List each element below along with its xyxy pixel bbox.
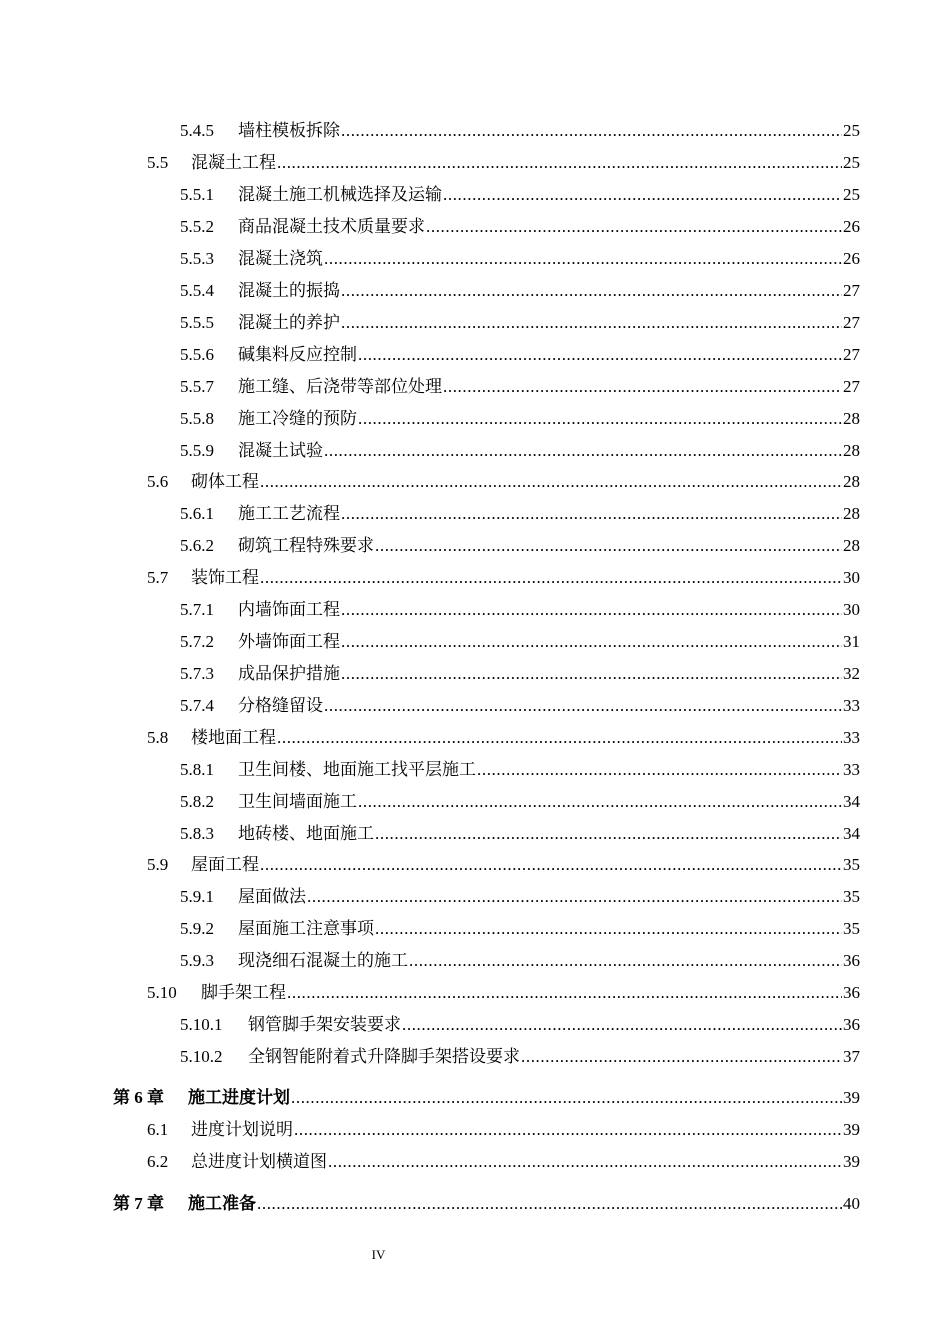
toc-entry-number: 5.9.1	[180, 887, 214, 906]
toc-entry[interactable]	[180, 311, 860, 335]
page-number-footer: IV	[371, 1247, 386, 1262]
toc-entry[interactable]	[147, 151, 860, 175]
dot-leader	[341, 279, 842, 303]
toc-entry[interactable]	[180, 694, 860, 718]
toc-entry-page: 40	[843, 1194, 860, 1213]
toc-entry-page: 36	[843, 1015, 860, 1034]
dot-leader	[277, 726, 842, 750]
dot-leader	[257, 1192, 842, 1216]
toc-entry-number: 6.2	[147, 1152, 169, 1171]
toc-entry-title: 商品混凝土技术质量要求	[238, 217, 425, 236]
toc-entry-page: 34	[843, 824, 860, 843]
toc-entry-page: 28	[843, 409, 860, 428]
toc-entry[interactable]	[180, 885, 860, 909]
toc-entry[interactable]	[180, 917, 860, 941]
toc-entry-page: 33	[843, 728, 860, 747]
toc-entry[interactable]	[147, 853, 860, 877]
toc-entry-number: 5.7	[147, 568, 169, 587]
toc-entry-title: 混凝土施工机械选择及运输	[238, 185, 442, 204]
toc-entry-title: 施工冷缝的预防	[238, 409, 357, 428]
dot-leader	[375, 534, 842, 558]
toc-entry[interactable]	[180, 822, 860, 846]
toc-entry[interactable]	[180, 758, 860, 782]
toc-entry-number: 5.8.1	[180, 760, 214, 779]
toc-entry-number: 5.9.2	[180, 919, 214, 938]
toc-entry-title: 楼地面工程	[191, 728, 276, 747]
toc-entry-title: 卫生间墙面施工	[238, 792, 357, 811]
toc-entry-page: 28	[843, 472, 860, 491]
toc-entry[interactable]	[180, 630, 860, 654]
toc-entry-page: 33	[843, 696, 860, 715]
toc-entry-page: 25	[843, 121, 860, 140]
toc-entry-title: 施工工艺流程	[238, 504, 340, 523]
toc-entry-title: 屋面施工注意事项	[238, 919, 374, 938]
toc-entry-title: 砌筑工程特殊要求	[238, 536, 374, 555]
toc-entry-title: 内墙饰面工程	[238, 600, 340, 619]
toc-entry-number: 5.5.2	[180, 217, 214, 236]
toc-entry-page: 27	[843, 313, 860, 332]
dot-leader	[341, 630, 842, 654]
toc-entry-number: 5.7.4	[180, 696, 214, 715]
toc-entry[interactable]	[180, 662, 860, 686]
toc-entry-number: 5.5.7	[180, 377, 214, 396]
toc-entry[interactable]	[180, 790, 860, 814]
toc-entry[interactable]	[180, 215, 860, 239]
toc-entry[interactable]	[147, 470, 860, 494]
dot-leader	[443, 375, 842, 399]
dot-leader	[341, 598, 842, 622]
toc-entry-number: 5.4.5	[180, 121, 214, 140]
toc-entry-page: 30	[843, 600, 860, 619]
toc-entry-number: 5.10	[147, 983, 177, 1002]
toc-entry-number: 5.7.3	[180, 664, 214, 683]
toc-entry-number: 5.9.3	[180, 951, 214, 970]
toc-entry-number: 5.5.8	[180, 409, 214, 428]
dot-leader	[341, 119, 842, 143]
toc-entry-title: 钢管脚手架安装要求	[248, 1015, 401, 1034]
toc-entry[interactable]	[147, 1118, 860, 1142]
dot-leader	[324, 439, 842, 463]
toc-entry-number: 5.5	[147, 153, 169, 172]
toc-entry-page: 37	[843, 1047, 860, 1066]
toc-entry-page: 31	[843, 632, 860, 651]
toc-entry-number: 5.10.2	[180, 1047, 223, 1066]
toc-entry-title: 地砖楼、地面施工	[238, 824, 374, 843]
toc-entry[interactable]	[180, 407, 860, 431]
toc-entry-number: 5.10.1	[180, 1015, 223, 1034]
dot-leader	[341, 662, 842, 686]
toc-entry-page: 25	[843, 153, 860, 172]
toc-entry-page: 32	[843, 664, 860, 683]
toc-entry-number: 第 6 章	[113, 1088, 164, 1107]
dot-leader	[328, 1150, 842, 1174]
toc-entry-page: 27	[843, 377, 860, 396]
toc-chapter-entry[interactable]	[113, 1086, 860, 1110]
toc-entry[interactable]	[180, 1013, 860, 1037]
toc-entry-title: 分格缝留设	[238, 696, 323, 715]
toc-entry-title: 脚手架工程	[201, 983, 286, 1002]
toc-entry-title: 施工进度计划	[188, 1088, 290, 1107]
toc-entry-number: 5.8.3	[180, 824, 214, 843]
toc-entry-page: 35	[843, 887, 860, 906]
toc-entry-title: 混凝土浇筑	[238, 249, 323, 268]
toc-entry[interactable]	[180, 375, 860, 399]
toc-entry-page: 33	[843, 760, 860, 779]
toc-entry-number: 5.9	[147, 855, 169, 874]
toc-entry-title: 卫生间楼、地面施工找平层施工	[238, 760, 476, 779]
dot-leader	[402, 1013, 842, 1037]
toc-entry-title: 混凝土试验	[238, 441, 323, 460]
toc-entry-page: 30	[843, 568, 860, 587]
toc-entry[interactable]	[180, 183, 860, 207]
toc-entry-page: 26	[843, 217, 860, 236]
dot-leader	[521, 1045, 842, 1069]
toc-entry-number: 5.8.2	[180, 792, 214, 811]
dot-leader	[294, 1118, 842, 1142]
toc-entry-number: 第 7 章	[113, 1194, 164, 1213]
toc-entry-page: 35	[843, 855, 860, 874]
dot-leader	[358, 790, 842, 814]
dot-leader	[426, 215, 842, 239]
toc-entry-title: 进度计划说明	[191, 1120, 293, 1139]
toc-entry-page: 26	[843, 249, 860, 268]
toc-entry-page: 36	[843, 951, 860, 970]
dot-leader	[260, 853, 842, 877]
toc-entry-title: 混凝土的养护	[238, 313, 340, 332]
dot-leader	[409, 949, 842, 973]
toc-entry-page: 35	[843, 919, 860, 938]
toc-entry-page: 27	[843, 345, 860, 364]
toc-entry[interactable]	[180, 119, 860, 143]
toc-entry-title: 混凝土工程	[191, 153, 276, 172]
toc-entry-title: 施工准备	[188, 1194, 256, 1213]
toc-entry-title: 外墙饰面工程	[238, 632, 340, 651]
toc-entry-title: 屋面做法	[238, 887, 306, 906]
toc-entry-title: 混凝土的振捣	[238, 281, 340, 300]
toc-entry-title: 屋面工程	[191, 855, 259, 874]
toc-entry-title: 装饰工程	[191, 568, 259, 587]
dot-leader	[324, 247, 842, 271]
toc-entry-page: 39	[843, 1088, 860, 1107]
toc-entry-title: 墙柱模板拆除	[238, 121, 340, 140]
toc-entry-title: 全钢智能附着式升降脚手架搭设要求	[248, 1047, 520, 1066]
toc-entry-title: 砌体工程	[191, 472, 259, 491]
toc-entry[interactable]	[180, 343, 860, 367]
toc-entry[interactable]	[180, 534, 860, 558]
dot-leader	[477, 758, 842, 782]
dot-leader	[260, 470, 842, 494]
toc-entry[interactable]	[147, 1150, 860, 1174]
toc-entry-page: 39	[843, 1152, 860, 1171]
toc-entry-title: 现浇细石混凝土的施工	[238, 951, 408, 970]
toc-entry-title: 施工缝、后浇带等部位处理	[238, 377, 442, 396]
toc-entry[interactable]	[147, 566, 860, 590]
toc-entry-title: 碱集料反应控制	[238, 345, 357, 364]
dot-leader	[260, 566, 842, 590]
toc-entry-page: 25	[843, 185, 860, 204]
toc-entry[interactable]	[180, 502, 860, 526]
toc-entry-number: 5.7.1	[180, 600, 214, 619]
dot-leader	[375, 822, 842, 846]
dot-leader	[358, 407, 842, 431]
toc-entry-number: 5.7.2	[180, 632, 214, 651]
dot-leader	[307, 885, 842, 909]
toc-entry[interactable]	[180, 598, 860, 622]
toc-entry-page: 28	[843, 504, 860, 523]
toc-entry-title: 成品保护措施	[238, 664, 340, 683]
toc-entry-page: 39	[843, 1120, 860, 1139]
toc-entry-number: 5.5.1	[180, 185, 214, 204]
toc-entry[interactable]	[147, 981, 860, 1005]
toc-entry-page: 27	[843, 281, 860, 300]
toc-entry-number: 5.5.5	[180, 313, 214, 332]
toc-chapter-entry[interactable]	[113, 1192, 860, 1216]
dot-leader	[341, 311, 842, 335]
toc-entry-page: 34	[843, 792, 860, 811]
dot-leader	[291, 1086, 842, 1110]
dot-leader	[277, 151, 842, 175]
toc-entry[interactable]	[180, 1045, 860, 1069]
toc-entry-number: 5.5.3	[180, 249, 214, 268]
toc-entry-number: 5.8	[147, 728, 169, 747]
dot-leader	[341, 502, 842, 526]
toc-entry-number: 5.6.1	[180, 504, 214, 523]
toc-entry-number: 5.5.9	[180, 441, 214, 460]
toc-entry[interactable]	[180, 279, 860, 303]
dot-leader	[324, 694, 842, 718]
toc-entry-title: 总进度计划横道图	[191, 1152, 327, 1171]
toc-entry[interactable]	[147, 726, 860, 750]
toc-entry-number: 5.5.6	[180, 345, 214, 364]
toc-entry[interactable]	[180, 439, 860, 463]
toc-entry-number: 6.1	[147, 1120, 169, 1139]
dot-leader	[375, 917, 842, 941]
toc-entry-page: 28	[843, 441, 860, 460]
toc-entry-page: 36	[843, 983, 860, 1002]
toc-entry-number: 5.5.4	[180, 281, 214, 300]
toc-entry-page: 28	[843, 536, 860, 555]
dot-leader	[287, 981, 842, 1005]
toc-entry[interactable]	[180, 949, 860, 973]
toc-entry-number: 5.6.2	[180, 536, 214, 555]
toc-entry-number: 5.6	[147, 472, 169, 491]
dot-leader	[358, 343, 842, 367]
dot-leader	[443, 183, 842, 207]
toc-entry[interactable]	[180, 247, 860, 271]
